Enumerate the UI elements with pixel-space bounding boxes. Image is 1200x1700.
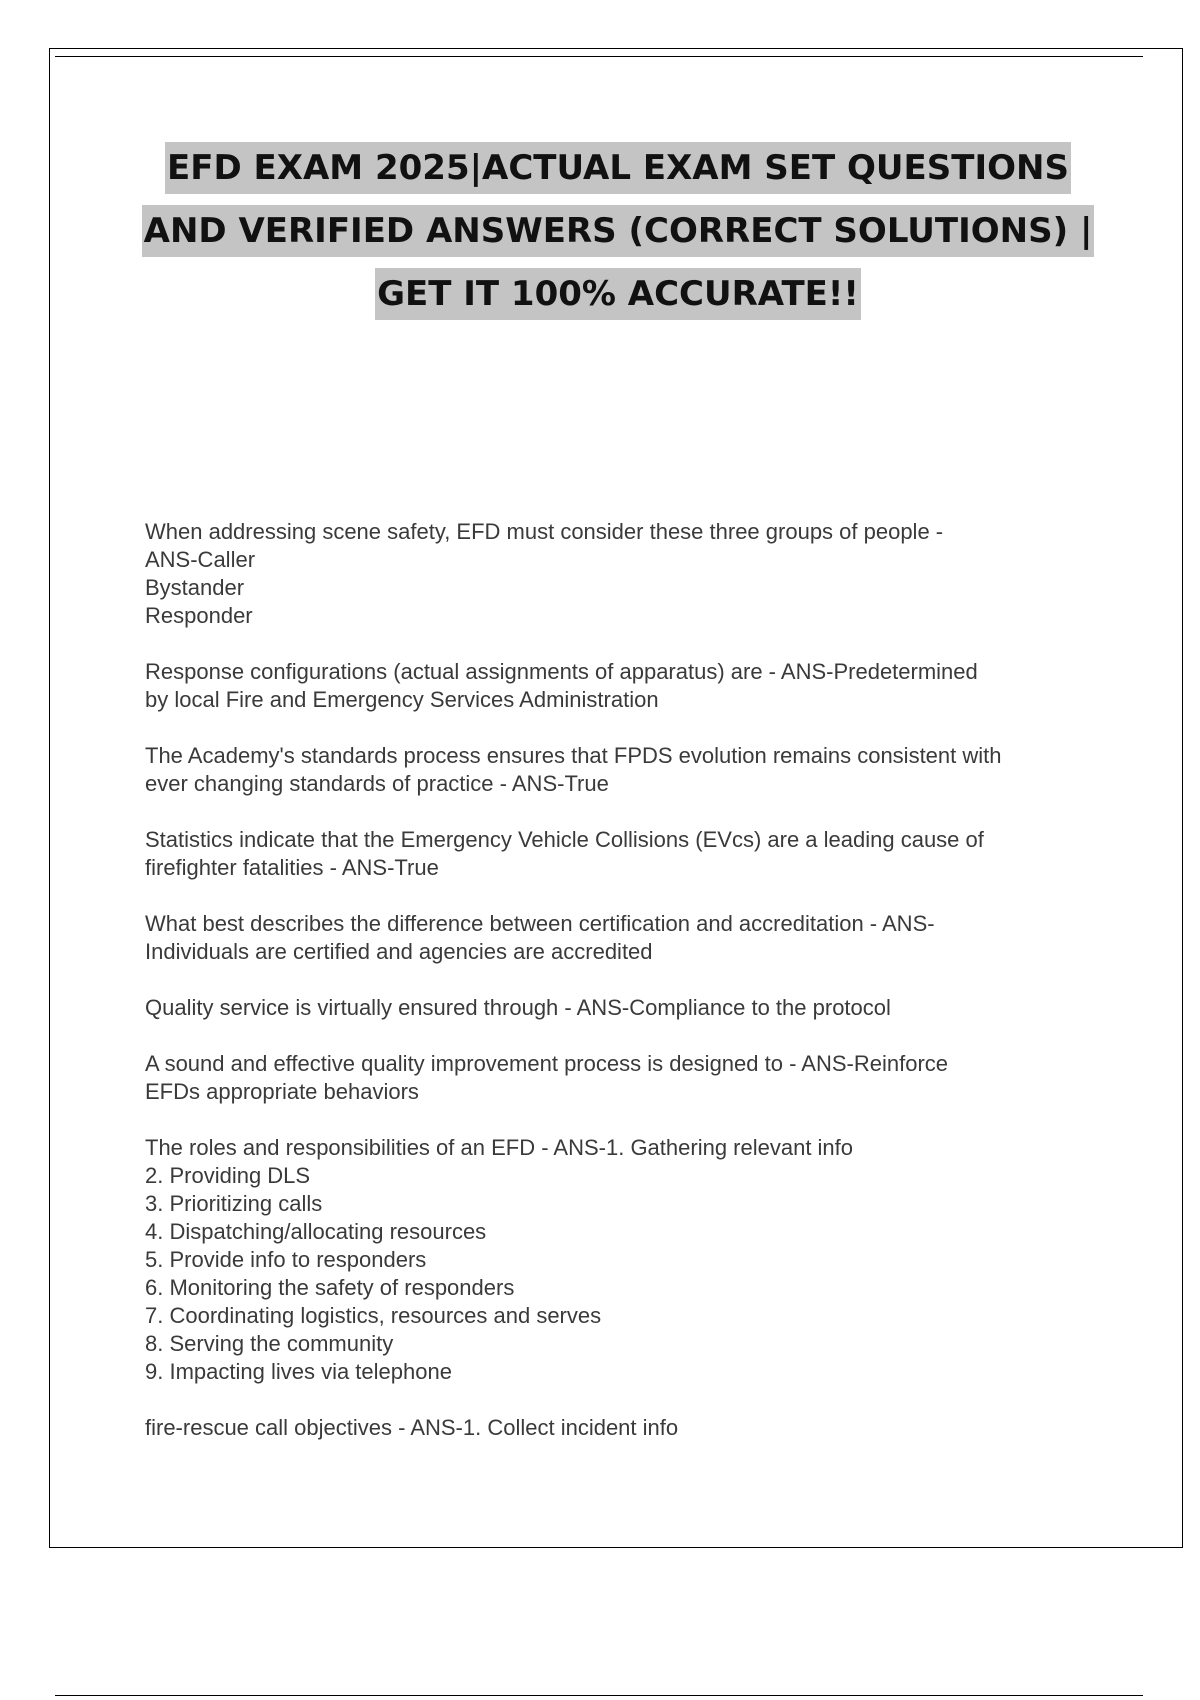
title-line-2: AND VERIFIED ANSWERS (CORRECT SOLUTIONS) | <box>142 205 1095 257</box>
qa-list <box>145 518 1105 1470</box>
qa-item: A sound and effective quality improvement process is designed to - ANS-Reinforce EFDs appropriate behaviors <box>145 1051 949 1104</box>
qa-item: fire-rescue call objectives - ANS-1. Collect incident info <box>145 1415 679 1440</box>
bottom-rule <box>55 1695 1143 1696</box>
qa-item: Statistics indicate that the Emergency Vehicle Collisions (EVcs) are a leading cause of firefighter fatalities - ANS-True <box>145 827 984 880</box>
document-title <box>120 142 1116 331</box>
qa-item: When addressing scene safety, EFD must consider these three groups of people - ANS-Caller Bystander Responder <box>145 519 944 628</box>
qa-item: Response configurations (actual assignments of apparatus) are - ANS-Predetermined by local Fire and Emergency Services Administration <box>145 659 978 712</box>
qa-item: The roles and responsibilities of an EFD - ANS-1. Gathering relevant info 2. Providing DLS 3. Prioritizing calls 4. Dispatching/allocating resources 5. Provide info to responders 6. Monitoring the safety of responders 7. Coordinating logistics, resources and serves 8. Serving the community 9. Impacting lives via telephone <box>145 1135 854 1384</box>
title-line-1: EFD EXAM 2025|ACTUAL EXAM SET QUESTIONS <box>165 142 1071 194</box>
qa-item: Quality service is virtually ensured through - ANS-Compliance to the protocol <box>145 995 891 1020</box>
top-rule <box>55 56 1143 57</box>
qa-item: The Academy's standards process ensures that FPDS evolution remains consistent with ever changing standards of practice - ANS-True <box>145 743 1002 796</box>
qa-item: What best describes the difference between certification and accreditation - ANS- Individuals are certified and agencies are accredited <box>145 911 935 964</box>
title-line-3: GET IT 100% ACCURATE!! <box>375 268 861 320</box>
